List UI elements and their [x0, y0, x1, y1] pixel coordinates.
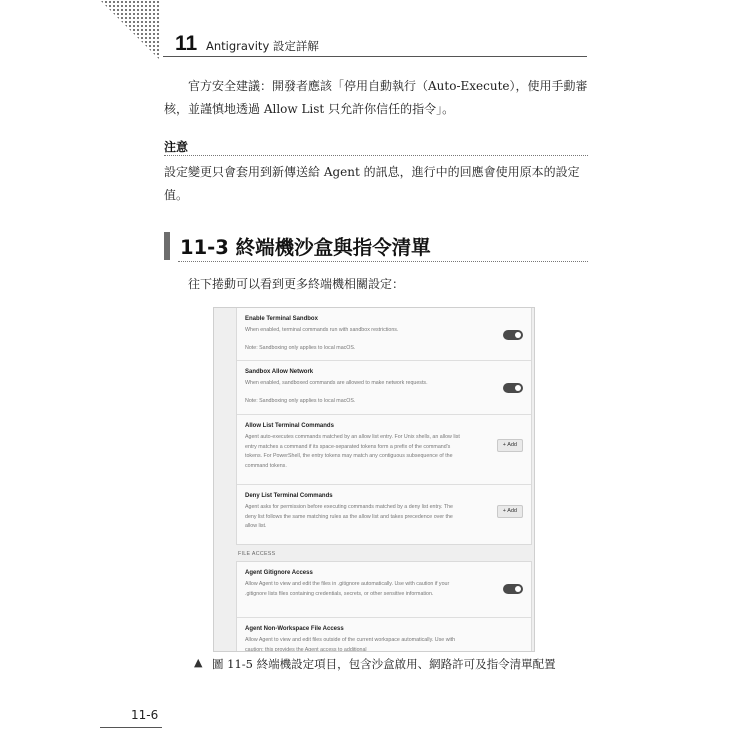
setting-title: Sandbox Allow Network — [245, 369, 314, 375]
chapter-number: 11 — [175, 32, 198, 55]
setting-note: Note: Sandboxing only applies to local macOS. — [245, 345, 356, 351]
section-title: 11-3 終端機沙盒與指令清單 — [180, 236, 431, 259]
setting-row-agent-non-workspace-access — [237, 618, 531, 652]
setting-row-allow-list — [237, 415, 531, 485]
setting-description: When enabled, sandboxed commands are allowed to make network requests. — [245, 380, 428, 386]
file-access-panel — [236, 561, 532, 652]
paragraph-security-advice: 官方安全建議：開發者應該「停用自動執行（Auto-Execute），使用手動審核，並謹慎地透過 Allow List 只允許你信任的指令」。 — [164, 79, 588, 116]
setting-description: Agent asks for permission before executing commands matched by a deny list entry. The deny list follows the same matching rules as the allow list and takes precedence over the allow list. — [245, 504, 453, 530]
setting-title: Enable Terminal Sandbox — [245, 316, 318, 322]
setting-row-agent-gitignore-access — [237, 562, 531, 618]
setting-description: Allow Agent to view and edit files outside of the current workspace automatically. Use with caution: this provides the Agent access to additional — [245, 637, 456, 652]
setting-description: Agent auto-executes commands matched by an allow list entry. For Unix shells, an allow list entry matches a command if its space-separated tokens form a prefix of the command's tokens. For PowerShell, the entry tokens may match any contiguous subsequence of the command tokens. — [245, 434, 460, 469]
agent-gitignore-access-toggle[interactable] — [503, 584, 523, 594]
file-access-section-label: FILE ACCESS — [238, 551, 276, 557]
setting-row-sandbox-allow-network — [237, 361, 531, 415]
setting-note: Note: Sandboxing only applies to local macOS. — [245, 398, 356, 404]
note-divider — [164, 155, 588, 156]
figure-caption: 圖 11-5 終端機設定項目，包含沙盒啟用、網路許可及指令清單配置 — [212, 657, 556, 671]
setting-row-deny-list — [237, 485, 531, 544]
paragraph-scroll-hint: 往下捲動可以看到更多終端機相關設定： — [188, 277, 405, 291]
setting-title: Deny List Terminal Commands — [245, 493, 333, 499]
setting-title: Agent Gitignore Access — [245, 570, 313, 576]
setting-title: Agent Non-Workspace File Access — [245, 626, 344, 632]
page-number: 11-6 — [131, 708, 159, 722]
note-label: 注意 — [164, 140, 189, 154]
settings-screenshot — [213, 307, 535, 652]
chapter-title: Antigravity 設定詳解 — [206, 39, 319, 53]
setting-description: Allow Agent to view and edit the files in .gitignore automatically. Use with caution if your .gitignore lists files containing credentials, secrets, or other sensitive information. — [245, 581, 450, 597]
sandbox-allow-network-toggle[interactable] — [503, 383, 523, 393]
setting-title: Allow List Terminal Commands — [245, 423, 334, 429]
paragraph-note: 設定變更只會套用到新傳送給 Agent 的訊息，進行中的回應會使用原本的設定值。 — [164, 165, 580, 202]
deny-list-add-button[interactable]: + Add — [497, 505, 523, 518]
allow-list-add-button[interactable]: + Add — [497, 439, 523, 452]
halftone-corner-decoration — [0, 0, 160, 60]
chapter-header — [163, 30, 587, 57]
terminal-settings-panel — [236, 307, 532, 545]
footer-divider — [100, 727, 162, 728]
section-marker-bar — [164, 232, 170, 260]
setting-description: When enabled, terminal commands run with sandbox restrictions. — [245, 327, 399, 333]
setting-row-enable-terminal-sandbox — [237, 308, 531, 361]
enable-terminal-sandbox-toggle[interactable] — [503, 330, 523, 340]
section-divider — [178, 261, 588, 262]
up-arrow-icon: ▲ — [194, 656, 203, 669]
